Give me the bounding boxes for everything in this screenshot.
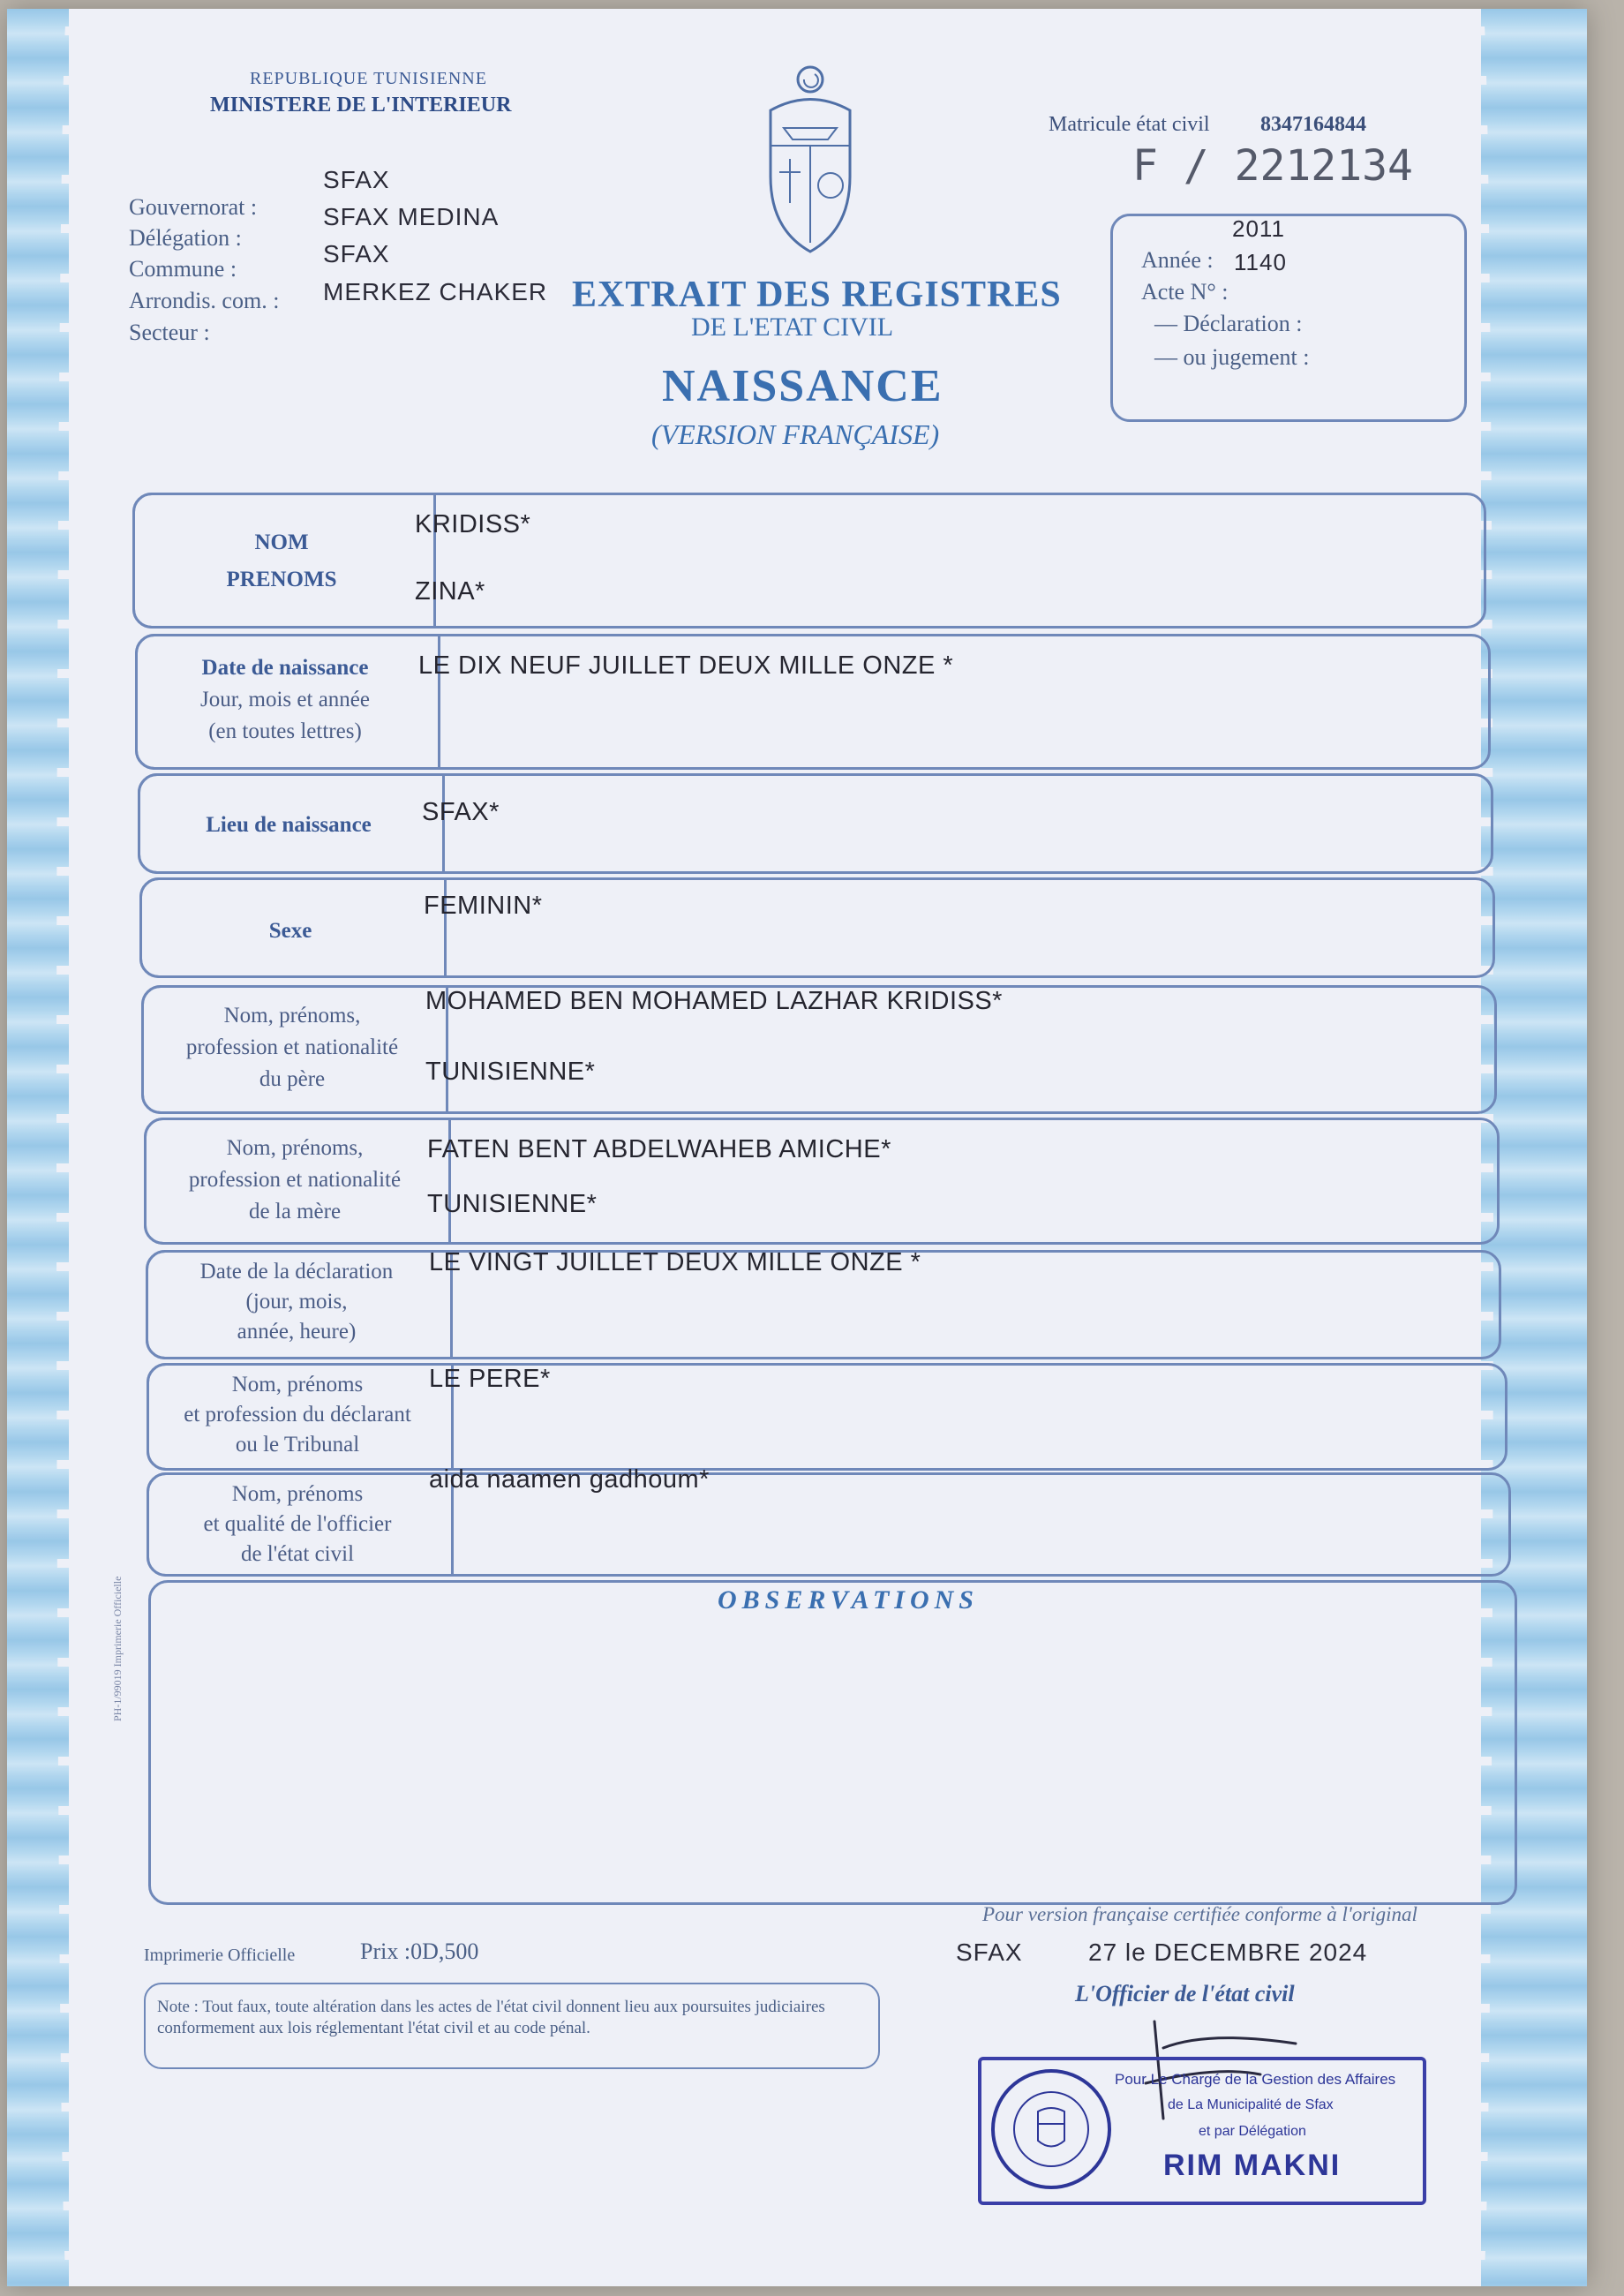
label-date-naissance: Date de naissance xyxy=(201,656,369,680)
value-date-naissance: LE DIX NEUF JUILLET DEUX MILLE ONZE * xyxy=(418,651,954,680)
document-type: NAISSANCE xyxy=(662,361,944,411)
label-gouvernorat: Gouvernorat : xyxy=(129,194,258,220)
label-commune: Commune : xyxy=(129,256,237,282)
label-mere-2: profession et nationalité xyxy=(188,1168,402,1192)
label-nom: NOM xyxy=(254,531,309,554)
label-mere-1: Nom, prénoms, xyxy=(226,1136,364,1160)
label-officier-3: de l'état civil xyxy=(240,1542,355,1566)
declaration-label: — Déclaration : xyxy=(1154,311,1303,336)
birth-certificate-sheet xyxy=(7,9,1587,2286)
label-pere-3: du père xyxy=(259,1067,326,1091)
annee-value: 2011 xyxy=(1232,215,1285,242)
label-pere-2: profession et nationalité xyxy=(185,1035,399,1059)
label-date-declaration-2: (jour, mois, xyxy=(245,1290,348,1314)
stamp-line-3: et par Délégation xyxy=(1199,2124,1306,2139)
stamp-name: RIM MAKNI xyxy=(1163,2149,1342,2182)
value-date-declaration: LE VINGT JUILLET DEUX MILLE ONZE * xyxy=(429,1248,921,1276)
label-delegation: Délégation : xyxy=(129,225,242,251)
issue-date: 27 le DECEMBRE 2024 xyxy=(1088,1938,1368,1966)
label-prenoms: PRENOMS xyxy=(226,568,337,591)
observations-box xyxy=(148,1580,1517,1905)
row-nom-label-box xyxy=(132,493,436,629)
label-date-naissance-detail: Jour, mois et année xyxy=(199,688,370,711)
matricule-label: Matricule état civil xyxy=(1049,113,1210,136)
value-mere-nom: FATEN BENT ABDELWAHEB AMICHE* xyxy=(427,1135,891,1163)
value-sexe: FEMININ* xyxy=(424,892,543,920)
republic-heading: REPUBLIQUE TUNISIENNE xyxy=(250,69,487,88)
label-date-naissance-lettres: (en toutes lettres) xyxy=(208,719,362,743)
certified-statement: Pour version française certifiée conforme à l'original xyxy=(982,1903,1417,1925)
printer-name: Imprimerie Officielle xyxy=(144,1946,296,1965)
value-prenoms: ZINA* xyxy=(415,577,485,606)
tunisia-coat-of-arms xyxy=(753,62,868,265)
acte-label: Acte N° : xyxy=(1141,279,1229,305)
label-secteur: Secteur : xyxy=(129,320,210,345)
value-lieu-naissance: SFAX* xyxy=(422,798,500,826)
issue-city: SFAX xyxy=(956,1938,1023,1966)
label-declarant-1: Nom, prénoms xyxy=(231,1373,364,1396)
side-printer-mark: PH-1/99019 Imprimerie Officielle xyxy=(111,1576,124,1721)
value-arrondissement: MERKEZ CHAKER xyxy=(323,278,548,305)
stamp-line-2: de La Municipalité de Sfax xyxy=(1168,2097,1334,2112)
label-pere-1: Nom, prénoms, xyxy=(223,1004,361,1028)
acte-value: 1140 xyxy=(1234,249,1287,275)
document-subtitle: DE L'ETAT CIVIL xyxy=(691,312,894,342)
value-commune: SFAX xyxy=(323,240,390,267)
municipality-seal xyxy=(985,2066,1117,2194)
label-date-declaration-3: année, heure) xyxy=(237,1320,357,1344)
serial-number: F / 2212134 xyxy=(1132,141,1413,191)
officer-title: L'Officier de l'état civil xyxy=(1075,1981,1295,2006)
left-decorative-border xyxy=(7,9,69,2286)
value-declarant: LE PERE* xyxy=(429,1365,551,1393)
value-mere-nationalite: TUNISIENNE* xyxy=(427,1190,598,1218)
label-date-declaration-1: Date de la déclaration xyxy=(199,1260,394,1284)
value-gouvernorat: SFAX xyxy=(323,166,390,193)
label-declarant-3: ou le Tribunal xyxy=(235,1433,360,1457)
matricule-value: 8347164844 xyxy=(1260,113,1366,136)
document-version: (VERSION FRANÇAISE) xyxy=(651,418,940,450)
observations-heading: OBSERVATIONS xyxy=(718,1585,979,1615)
label-sexe: Sexe xyxy=(268,919,312,943)
jugement-label: — ou jugement : xyxy=(1154,344,1310,370)
label-officier-2: et qualité de l'officier xyxy=(203,1512,392,1536)
value-delegation: SFAX MEDINA xyxy=(323,203,500,230)
stamp-line-1: Pour Le Chargé de la Gestion des Affaires xyxy=(1115,2071,1396,2088)
legal-note: Note : Tout faux, toute altération dans les actes de l'état civil donnent lieu aux poursuites judiciaires conformement aux lois réglementant l'état civil et au code pénal. xyxy=(157,1998,825,2037)
value-pere-nationalite: TUNISIENNE* xyxy=(425,1058,596,1086)
ministry-heading: MINISTERE DE L'INTERIEUR xyxy=(210,94,512,117)
value-officier: aida naamen gadhoum* xyxy=(429,1465,710,1494)
label-mere-3: de la mère xyxy=(248,1200,342,1223)
label-arrondissement: Arrondis. com. : xyxy=(129,288,280,313)
label-lieu-naissance: Lieu de naissance xyxy=(206,813,372,837)
document-title: EXTRAIT DES REGISTRES xyxy=(572,275,1062,315)
annee-label: Année : xyxy=(1141,247,1214,273)
value-nom: KRIDISS* xyxy=(415,510,531,538)
value-pere-nom: MOHAMED BEN MOHAMED LAZHAR KRIDISS* xyxy=(425,987,1003,1015)
label-officier-1: Nom, prénoms xyxy=(231,1482,364,1506)
price: Prix :0D,500 xyxy=(360,1938,479,1964)
label-declarant-2: et profession du déclarant xyxy=(184,1403,411,1427)
